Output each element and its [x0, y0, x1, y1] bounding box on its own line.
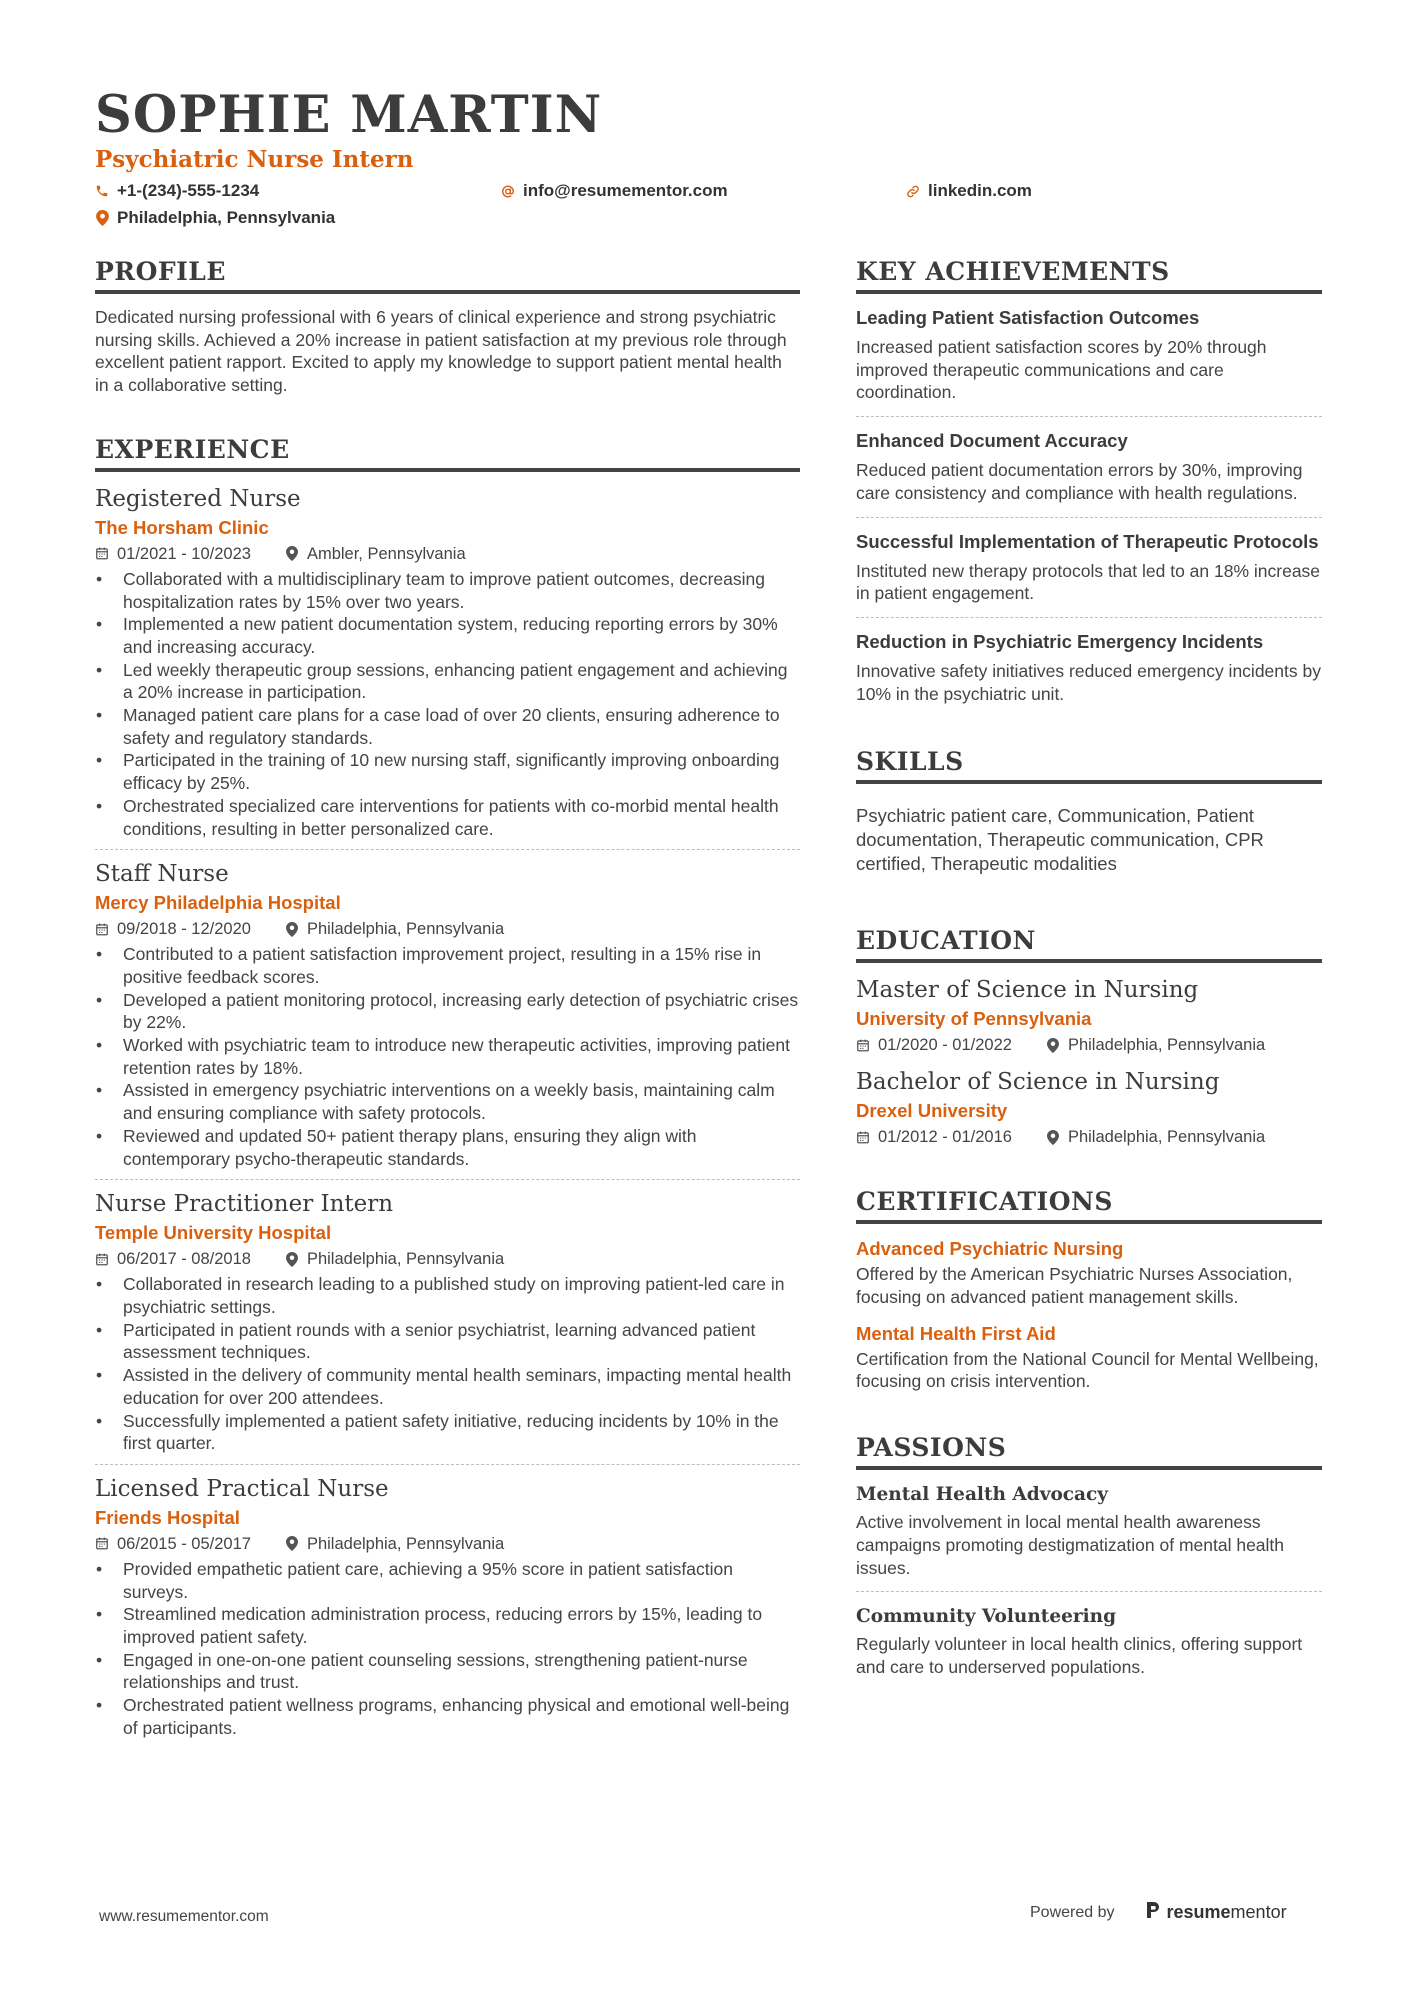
job-bullet: • Orchestrated patient wellness programs, enhancing physical and emotional well-being of participants.: [123, 1694, 800, 1739]
job-bullet: • Assisted in the delivery of community mental health seminars, impacting mental health education for over 200 attendees.: [123, 1364, 800, 1409]
calendar-icon: [856, 1129, 870, 1145]
passion-title: Mental Health Advocacy: [856, 1484, 1109, 1506]
item-dates: 06/2017 - 08/2018: [117, 1250, 251, 1269]
right-column: [856, 257, 1322, 1691]
item-meta: [856, 1125, 1322, 1149]
job-bullet: • Contributed to a patient satisfaction improvement project, resulting in a 15% rise in positive feedback scores.: [123, 943, 800, 988]
job-bullet: • Worked with psychiatric team to introduce new therapeutic activities, improving patient retention rates by 18%.: [123, 1034, 800, 1079]
calendar-icon: [95, 1251, 109, 1267]
item-dates: 06/2015 - 05/2017: [117, 1534, 251, 1553]
certification-entry: [856, 1236, 1322, 1308]
job-bullet: • Assisted in emergency psychiatric interventions on a weekly basis, maintaining calm and ensuring compliance with safety protocols.: [123, 1079, 800, 1124]
education-entry: [856, 975, 1322, 1057]
map-pin-icon: [285, 1251, 299, 1267]
item-location: Philadelphia, Pennsylvania: [306, 1250, 505, 1269]
map-pin-icon: [1046, 1129, 1060, 1145]
map-pin-icon: [95, 210, 109, 226]
experience-heading: EXPERIENCE: [95, 435, 800, 472]
candidate-name: SOPHIE MARTIN: [95, 85, 603, 145]
passion-title: Community Volunteering: [856, 1606, 1117, 1628]
item-meta: [856, 1033, 1322, 1057]
achievement-entry: [856, 617, 1322, 717]
job-company: Friends Hospital: [95, 1506, 240, 1528]
map-pin-icon: [285, 546, 299, 562]
job-bullet: • Successfully implemented a patient safety initiative, reducing incidents by 10% in the first quarter.: [123, 1410, 800, 1455]
job-bullet: • Orchestrated specialized care interventions for patients with co-morbid mental health conditions, resulting in better personalized care.: [123, 795, 800, 840]
passion-text: Active involvement in local mental health awareness campaigns promoting destigmatization of mental health issues.: [856, 1512, 1285, 1578]
map-pin-icon: [285, 1536, 299, 1552]
item-location: Philadelphia, Pennsylvania: [1067, 1128, 1266, 1147]
left-column: [95, 257, 800, 1749]
contact-linkedin[interactable]: [906, 181, 1032, 201]
job-entry: [95, 849, 800, 1179]
achievement-entry: [856, 306, 1322, 416]
education-school: Drexel University: [856, 1100, 1008, 1122]
item-location: Philadelphia, Pennsylvania: [306, 1534, 505, 1553]
certifications-heading: CERTIFICATIONS: [856, 1187, 1322, 1224]
profile-text: Dedicated nursing professional with 6 years of clinical experience and strong psychiatric nursing skills. Achieved a 20% increase in patient satisfaction at my previous role through excellent patient rapport. Excited to apply my knowledge to support patient mental health in a collaborative setting.: [95, 307, 787, 396]
experience-section: [95, 435, 800, 1749]
item-meta: [95, 917, 800, 941]
calendar-icon: [95, 546, 109, 562]
job-entry: [95, 1464, 800, 1749]
map-pin-icon: [285, 921, 299, 937]
job-title: Staff Nurse: [95, 861, 229, 888]
education-section: [856, 926, 1322, 1149]
education-heading: EDUCATION: [856, 926, 1322, 963]
item-location: Philadelphia, Pennsylvania: [306, 920, 505, 939]
calendar-icon: [95, 1536, 109, 1552]
achievements-list: [856, 306, 1322, 717]
achievement-text: Innovative safety initiatives reduced emergency incidents by 10% in the psychiatric unit.: [856, 660, 1321, 704]
contact-info: [95, 179, 1322, 235]
achievement-text: Reduced patient documentation errors by 30%, improving care consistency and compliance with health regulations.: [856, 460, 1303, 503]
passion-text: Regularly volunteer in local health clinics, offering support and care to underserved populations.: [856, 1634, 1303, 1677]
achievement-title: Enhanced Document Accuracy: [856, 430, 1128, 452]
map-pin-icon: [1046, 1037, 1060, 1053]
job-bullet: • Collaborated with a multidisciplinary team to improve patient outcomes, decreasing hospitalization rates by 15% over two years.: [123, 568, 800, 613]
job-bullet: • Reviewed and updated 50+ patient therapy plans, ensuring they align with contemporary psycho-therapeutic standards.: [123, 1125, 800, 1170]
job-bullet: • Implemented a new patient documentation system, reducing reporting errors by 30% and increasing accuracy.: [123, 613, 800, 658]
item-location: Ambler, Pennsylvania: [306, 544, 466, 563]
skills-text: Psychiatric patient care, Communication, Patient documentation, Therapeutic communication, CPR certified, Therapeutic modalities: [856, 805, 1264, 875]
job-title: Registered Nurse: [95, 485, 301, 512]
phone-icon: [95, 183, 109, 199]
item-meta: [95, 1247, 800, 1271]
education-list: [856, 975, 1322, 1149]
job-bullet: • Engaged in one-on-one patient counseling sessions, strengthening patient-nurse relationships and trust.: [123, 1649, 800, 1694]
powered-by-text: Powered by: [1030, 1903, 1115, 1921]
job-company: Mercy Philadelphia Hospital: [95, 892, 341, 914]
achievement-entry: [856, 416, 1322, 516]
email-text: info@resumementor.com: [523, 181, 728, 200]
job-company: The Horsham Clinic: [95, 516, 269, 538]
experience-list: [95, 484, 800, 1749]
item-meta: [95, 542, 800, 566]
job-bullets: [95, 943, 800, 1170]
item-dates: 01/2012 - 01/2016: [878, 1128, 1012, 1147]
certifications-section: [856, 1187, 1322, 1393]
job-entry: [95, 1179, 800, 1464]
resume-page: [95, 85, 1322, 1738]
passion-entry: [856, 1591, 1322, 1690]
job-company: Temple University Hospital: [95, 1222, 332, 1244]
job-title: Licensed Practical Nurse: [95, 1475, 389, 1502]
item-dates: 01/2020 - 01/2022: [878, 1036, 1012, 1055]
calendar-icon: [856, 1037, 870, 1053]
item-dates: 09/2018 - 12/2020: [117, 920, 251, 939]
profile-heading: PROFILE: [95, 257, 800, 294]
candidate-role: Psychiatric Nurse Intern: [95, 146, 414, 173]
passion-entry: [856, 1482, 1322, 1591]
certification-entry: [856, 1321, 1322, 1393]
passions-heading: PASSIONS: [856, 1433, 1322, 1470]
achievement-title: Leading Patient Satisfaction Outcomes: [856, 307, 1200, 328]
job-bullets: [95, 1558, 800, 1740]
job-bullet: • Participated in patient rounds with a senior psychiatrist, learning advanced patient assessment techniques.: [123, 1319, 800, 1364]
job-bullet: • Collaborated in research leading to a published study on improving patient-led care in psychiatric settings.: [123, 1273, 800, 1318]
achievements-heading: KEY ACHIEVEMENTS: [856, 257, 1322, 294]
achievement-text: Instituted new therapy protocols that led to an 18% increase in patient engagement.: [856, 560, 1321, 604]
item-location: Philadelphia, Pennsylvania: [1067, 1036, 1266, 1055]
certification-title: Mental Health First Aid: [856, 1322, 1056, 1344]
contact-email[interactable]: [501, 181, 728, 201]
linkedin-text: linkedin.com: [928, 181, 1032, 200]
passions-section: [856, 1433, 1322, 1691]
job-bullet: • Provided empathetic patient care, achieving a 95% score in patient satisfaction surveys.: [123, 1558, 800, 1603]
brand-name-light: mentor: [1230, 1902, 1287, 1922]
job-bullet: • Led weekly therapeutic group sessions, enhancing patient engagement and achieving a 20% increase in participation.: [123, 659, 800, 704]
footer-website[interactable]: www.resumementor.com: [99, 1908, 269, 1925]
achievement-text: Increased patient satisfaction scores by 20% through improved therapeutic communications and care coordination.: [856, 337, 1267, 403]
item-dates: 01/2021 - 10/2023: [117, 544, 251, 563]
job-title: Nurse Practitioner Intern: [95, 1191, 394, 1218]
achievements-section: [856, 257, 1322, 717]
education-entry: [856, 1067, 1322, 1149]
location-text: Philadelphia, Pennsylvania: [117, 208, 336, 227]
certification-text: Certification from the National Council for Mental Wellbeing, focusing on crisis intervention.: [856, 1348, 1319, 1392]
certification-text: Offered by the American Psychiatric Nurses Association, focusing on advanced patient management skills.: [856, 1264, 1293, 1308]
job-bullets: [95, 568, 800, 840]
calendar-icon: [95, 921, 109, 937]
achievement-title: Successful Implementation of Therapeutic Protocols: [856, 530, 1319, 552]
certifications-list: [856, 1236, 1322, 1393]
education-degree: Bachelor of Science in Nursing: [856, 1069, 1220, 1096]
footer-branding: [1030, 1900, 1287, 1925]
brand-mark-icon: [1145, 1900, 1161, 1925]
job-bullets: [95, 1273, 800, 1455]
job-bullet: • Developed a patient monitoring protocol, increasing early detection of psychiatric crises by 22%.: [123, 989, 800, 1034]
job-bullet: • Streamlined medication administration process, reducing errors by 15%, leading to improved patient safety.: [123, 1603, 800, 1648]
skills-heading: SKILLS: [856, 747, 1322, 784]
achievement-title: Reduction in Psychiatric Emergency Incidents: [856, 630, 1264, 652]
education-school: University of Pennsylvania: [856, 1008, 1092, 1030]
job-bullet: • Managed patient care plans for a case load of over 20 clients, ensuring adherence to safety and regulatory standards.: [123, 704, 800, 749]
skills-section: [856, 747, 1322, 876]
education-degree: Master of Science in Nursing: [856, 977, 1199, 1004]
brand-logo[interactable]: [1145, 1900, 1287, 1925]
passions-list: [856, 1482, 1322, 1691]
job-entry: [95, 484, 800, 849]
brand-name-bold: resume: [1166, 1902, 1231, 1922]
link-icon: [906, 183, 920, 199]
certification-title: Advanced Psychiatric Nursing: [856, 1238, 1124, 1260]
contact-location: [95, 208, 335, 228]
phone-text: +1-(234)-555-1234: [117, 181, 260, 200]
at-icon: [501, 183, 515, 199]
contact-phone[interactable]: [95, 181, 259, 201]
profile-section: [95, 257, 800, 397]
achievement-entry: [856, 517, 1322, 617]
item-meta: [95, 1532, 800, 1556]
job-bullet: • Participated in the training of 10 new nursing staff, significantly improving onboarding efficacy by 25%.: [123, 749, 800, 794]
